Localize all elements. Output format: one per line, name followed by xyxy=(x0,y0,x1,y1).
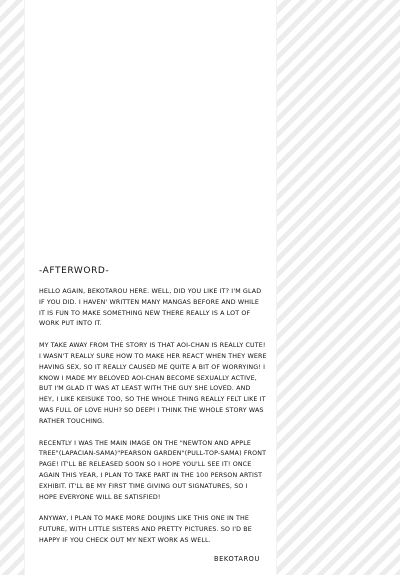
right-stripe-border xyxy=(276,0,400,575)
afterword-body xyxy=(39,265,267,558)
afterword-paragraph-3: RECENTLY I WAS THE MAIN IMAGE ON THE "NEWTON AND APPLE TREE"(LAPACIAN-SAMA)"PEARSON GARDEN"(PULL-TOP-SAMA) FRONT PAGE! IT'LL BE RELEASED SOON SO I HOPE YOU'LL SEE IT! ONCE AGAIN THIS YEAR, I PLAN TO TAKE PART IN THE 100 PERSON ARTIST EXHIBIT. IT'LL BE MY FIRST TIME GIVING OUT SIGNATURES, SO I HOPE EVERYONE WILL BE SATISFIED! xyxy=(39,439,267,501)
author-signature: BEKOTAROU xyxy=(214,555,260,563)
afterword-heading: -AFTERWORD- xyxy=(39,266,110,276)
afterword-paragraph-4: ANYWAY, I PLAN TO MAKE MORE DOUJINS LIKE THIS ONE IN THE FUTURE, WITH LITTLE SISTERS AND PRETTY PICTURES. SO I'D BE HAPPY IF YOU CHECK OUT MY NEXT WORK AS WELL. xyxy=(39,515,252,544)
left-stripe-border xyxy=(0,0,25,575)
afterword-paragraph-2: MY TAKE AWAY FROM THE STORY IS THAT AOI-CHAN IS REALLY CUTE! I WASN'T REALLY SURE HOW TO MAKE HER REACT WHEN THEY WERE HAVING SEX, SO IT REALLY CAUSED ME QUITE A BIT OF WORRYING! I KNOW I MADE MY BELOVED AOI-CHAN BECOME SEXUALLY ACTIVE, BUT I'M GLAD IT WAS AT LEAST WITH THE GUY SHE LOVED. AND HEY, I LIKE KEISUKE TOO, SO THE WHOLE THING REALLY FELT LIKE IT WAS FULL OF LOVE HUH? SO DEEP! I THINK THE WHOLE STORY WAS RATHER TOUCHING. xyxy=(39,342,267,425)
afterword-paragraph-1: HELLO AGAIN, BEKOTAROU HERE. WELL, DID YOU LIKE IT? I'M GLAD IF YOU DID. I HAVEN' WRITTEN MANY MANGAS BEFORE AND WHILE IT IS FUN TO MAKE SOMETHING NEW THERE REALLY IS A LOT OF WORK PUT INTO IT. xyxy=(39,288,262,328)
